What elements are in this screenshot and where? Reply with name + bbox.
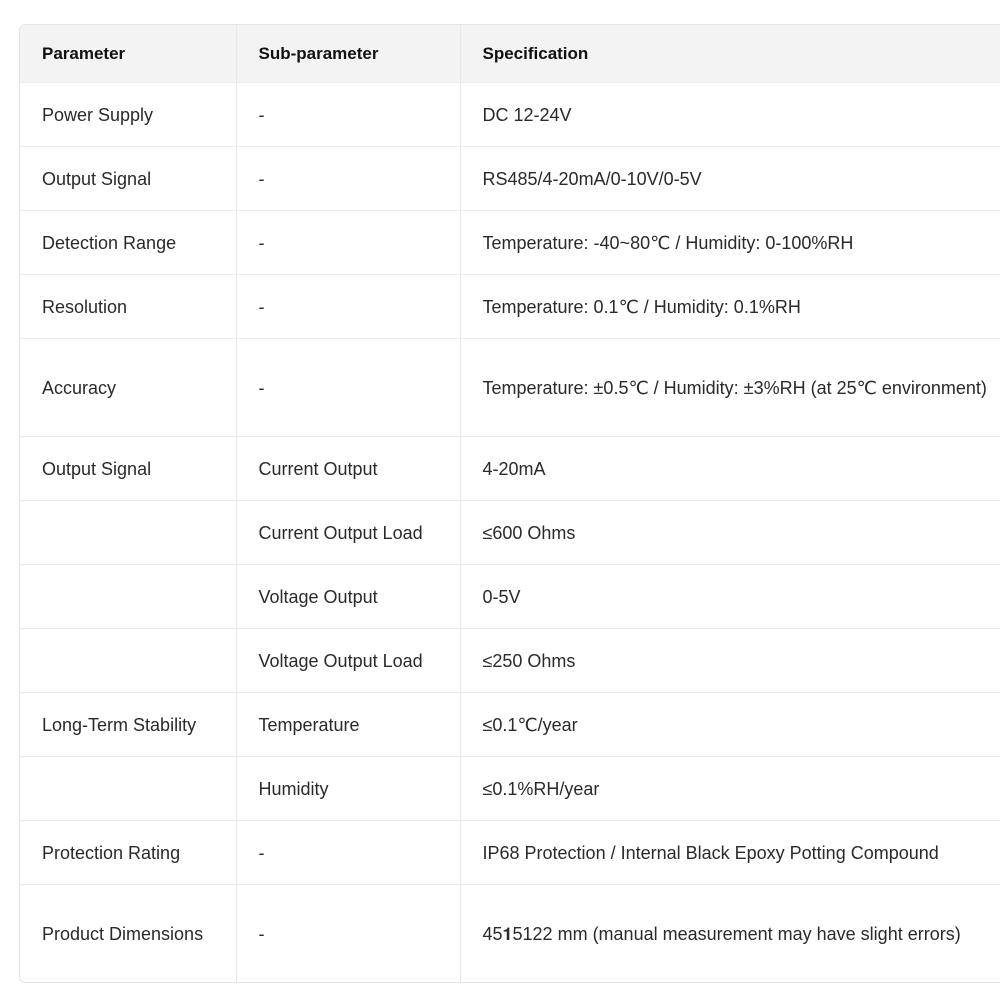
cell-sub-parameter: - [236,147,460,211]
cell-parameter: Output Signal [20,147,236,211]
cell-parameter: Product Dimensions [20,885,236,983]
cell-parameter: Accuracy [20,339,236,437]
table-row [20,275,1000,339]
cell-specification: Temperature: ±0.5℃ / Humidity: ±3%RH (at 25℃ environment) [460,339,1000,437]
cell-sub-parameter: Current Output [236,437,460,501]
cell-sub-parameter: - [236,211,460,275]
table-row [20,501,1000,565]
cell-parameter: Resolution [20,275,236,339]
header-specification: Specification [460,25,1000,83]
table-row [20,565,1000,629]
table-row [20,757,1000,821]
cell-sub-parameter: - [236,83,460,147]
table-row [20,885,1000,983]
cell-specification: 4-20mA [460,437,1000,501]
cell-sub-parameter: Voltage Output Load [236,629,460,693]
table-row [20,147,1000,211]
cell-parameter: Output Signal [20,437,236,501]
cell-specification: Temperature: 0.1℃ / Humidity: 0.1%RH [460,275,1000,339]
cell-specification: RS485/4-20mA/0-10V/0-5V [460,147,1000,211]
table-header [20,25,1000,83]
cell-sub-parameter: - [236,339,460,437]
table-row [20,211,1000,275]
cell-specification: 45𝟏5122 mm (manual measurement may have slight errors) [482,923,961,944]
cell-sub-parameter: Humidity [236,757,460,821]
cell-specification: 0-5V [460,565,1000,629]
cell-specification: ≤0.1%RH/year [460,757,1000,821]
cell-sub-parameter: - [236,885,460,983]
cell-parameter: Long-Term Stability [20,693,236,757]
cell-sub-parameter: Temperature [236,693,460,757]
cell-specification: IP68 Protection / Internal Black Epoxy Potting Compound [460,821,1000,885]
cell-parameter [20,629,236,693]
cell-parameter: Protection Rating [20,821,236,885]
table-row [20,339,1000,437]
cell-parameter [20,757,236,821]
table-row [20,629,1000,693]
table-row [20,821,1000,885]
header-row [20,25,1000,83]
cell-specification: DC 12-24V [460,83,1000,147]
cell-specification: ≤250 Ohms [460,629,1000,693]
spec-table-container [19,24,1000,983]
cell-parameter: Power Supply [20,83,236,147]
cell-parameter: Detection Range [20,211,236,275]
cell-sub-parameter: - [236,275,460,339]
cell-specification: ≤600 Ohms [460,501,1000,565]
header-parameter: Parameter [20,25,236,83]
table-row [20,693,1000,757]
cell-sub-parameter: - [236,821,460,885]
table-row [20,437,1000,501]
cell-specification: Temperature: -40~80℃ / Humidity: 0-100%RH [460,211,1000,275]
cell-parameter [20,501,236,565]
header-sub-parameter: Sub-parameter [236,25,460,83]
table-body [20,83,1000,983]
cell-parameter [20,565,236,629]
spec-table [20,25,1000,982]
cell-sub-parameter: Voltage Output [236,565,460,629]
cell-specification: ≤0.1℃/year [460,693,1000,757]
table-row [20,83,1000,147]
cell-sub-parameter: Current Output Load [236,501,460,565]
